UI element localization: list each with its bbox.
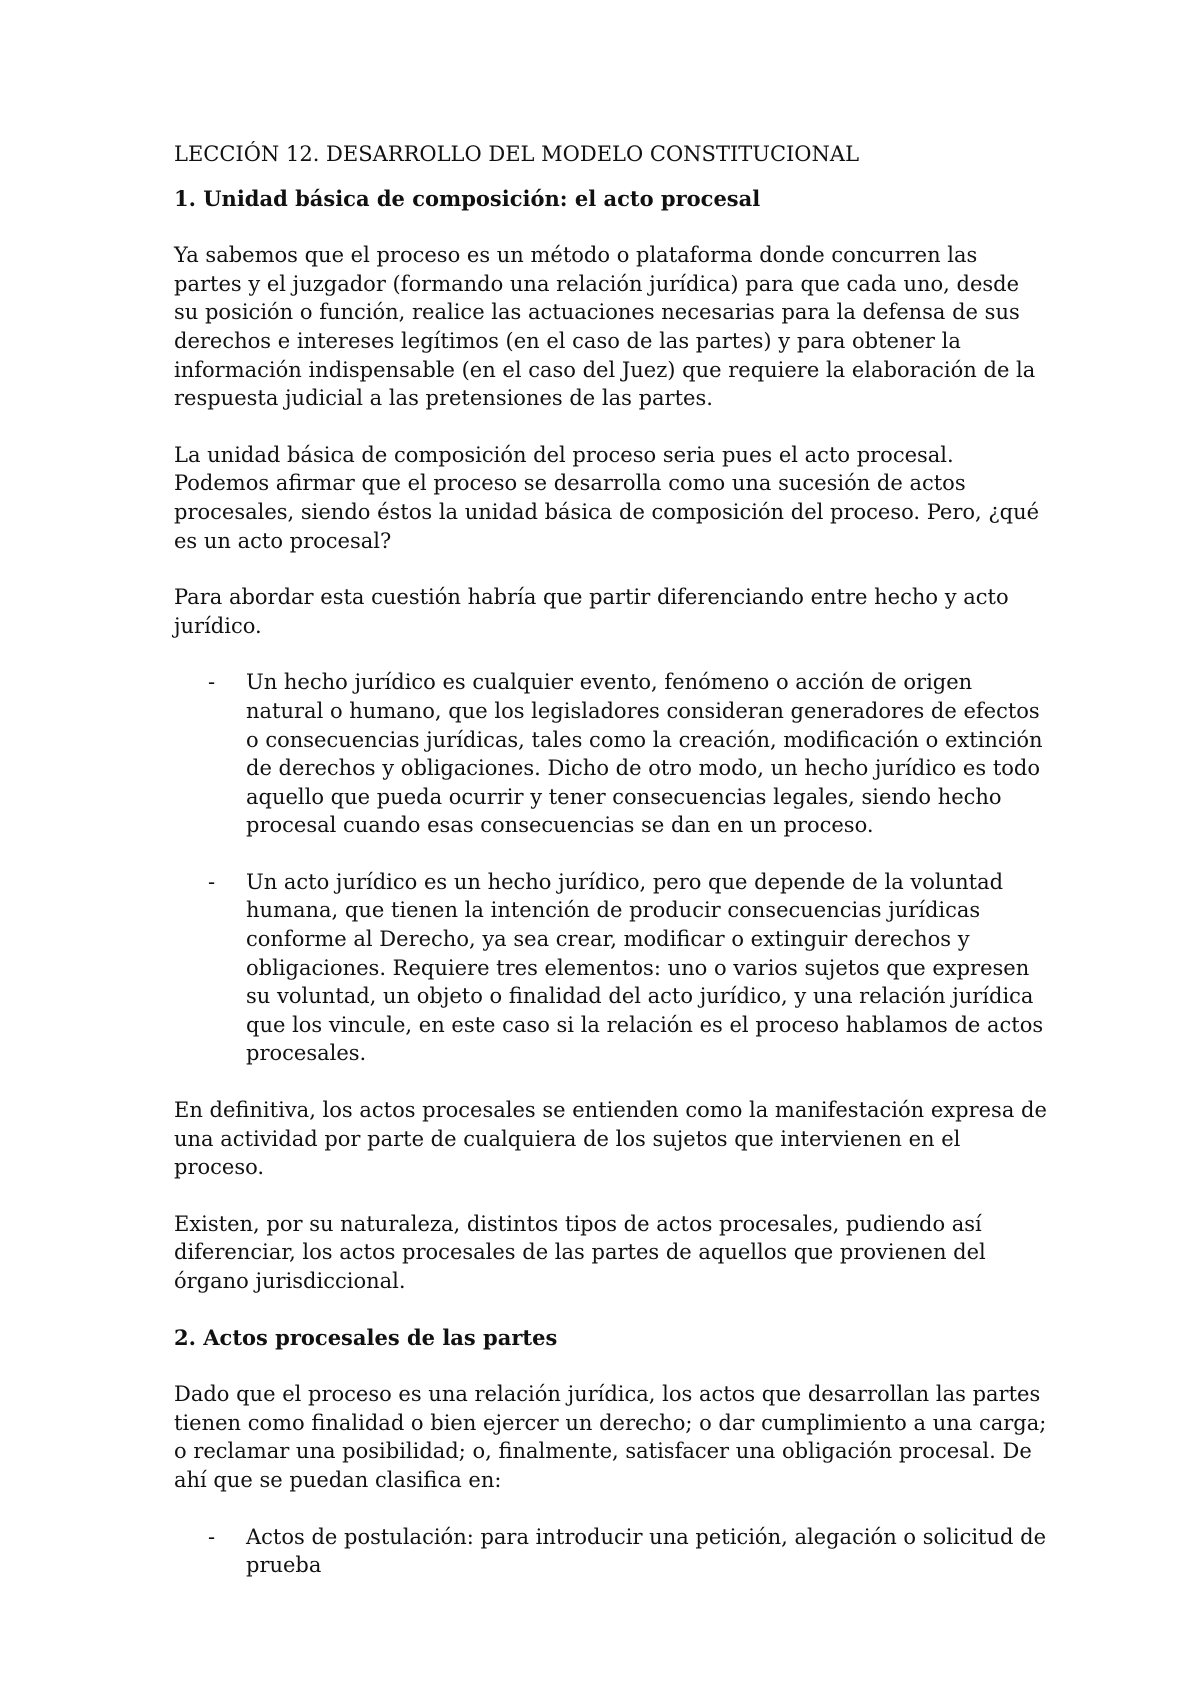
section-1-paragraph-2: La unidad básica de composición del proceso seria pues el acto procesal. Podemos afirmar que el proceso se desarrolla como una sucesión de actos procesales, siendo éstos la unidad básica de composición del proceso. Pero, ¿qué es un acto procesal? bbox=[174, 442, 1040, 553]
section-1-paragraph-1: Ya sabemos que el proceso es un método o plataforma donde concurren las partes y el juzgador (formando una relación jurídica) para que cada uno, desde su posición o función, realice las actuaciones necesarias para la defensa de sus derechos e intereses legítimos (en el caso de las partes) y para obtener la información indispensable (en el caso del Juez) que requiere la elaboración de la respuesta judicial a las pretensiones de las partes. bbox=[174, 243, 1036, 411]
section-2-heading: 2. Actos procesales de las partes bbox=[174, 1324, 558, 1350]
section-1-bullet-list bbox=[174, 668, 1049, 1068]
list-item-actos-postulacion bbox=[174, 1523, 1049, 1580]
section-2-paragraph-1: Dado que el proceso es una relación jurídica, los actos que desarrollan las partes tienen como finalidad o bien ejercer un derecho; o dar cumplimiento a una carga; o reclamar una posibilidad; o, finalmente, satisfacer una obligación procesal. De ahí que se puedan clasifica en: bbox=[174, 1382, 1047, 1492]
list-item-text: Actos de postulación: para introducir una petición, alegación o solicitud de prueba bbox=[246, 1524, 1046, 1578]
list-item-text: Un hecho jurídico es cualquier evento, fenómeno o acción de origen natural o humano, que los legisladores consideran generadores de efectos o consecuencias jurídicas, tales como la creación, modificación o extinción de derechos y obligaciones. Dicho de otro modo, un hecho jurídico es todo aquello que pueda ocurrir y tener consecuencias legales, siendo hecho procesal cuando esas consecuencias se dan en un proceso. bbox=[246, 670, 1043, 838]
document-body bbox=[174, 140, 1049, 1608]
bullet-dash: - bbox=[208, 670, 216, 695]
list-item-text: Un acto jurídico es un hecho jurídico, pero que depende de la voluntad humana, que tienen la intención de producir consecuencias jurídicas conforme al Derecho, ya sea crear, modificar o extinguir derechos y obligaciones. Requiere tres elementos: uno o varios sujetos que expresen su voluntad, un objeto o finalidad del acto jurídico, y una relación jurídica que los vincule, en este caso si la relación es el proceso hablamos de actos procesales. bbox=[246, 869, 1044, 1066]
bullet-dash: - bbox=[208, 869, 216, 894]
section-1-heading: 1. Unidad básica de composición: el acto procesal bbox=[174, 185, 761, 211]
lesson-title: LECCIÓN 12. DESARROLLO DEL MODELO CONSTITUCIONAL bbox=[174, 142, 860, 166]
section-2-bullet-list bbox=[174, 1523, 1049, 1580]
list-item-acto-juridico bbox=[174, 868, 1049, 1068]
section-1-paragraph-5: Existen, por su naturaleza, distintos tipos de actos procesales, pudiendo así diferenciar, los actos procesales de las partes de aquellos que provienen del órgano jurisdiccional. bbox=[174, 1211, 986, 1293]
section-1-paragraph-4: En definitiva, los actos procesales se entienden como la manifestación expresa de una actividad por parte de cualquiera de los sujetos que intervienen en el proceso. bbox=[174, 1098, 1047, 1180]
section-1-paragraph-3: Para abordar esta cuestión habría que partir diferenciando entre hecho y acto jurídico. bbox=[174, 585, 1009, 638]
list-item-hecho-juridico bbox=[174, 668, 1049, 840]
bullet-dash: - bbox=[208, 1524, 216, 1549]
